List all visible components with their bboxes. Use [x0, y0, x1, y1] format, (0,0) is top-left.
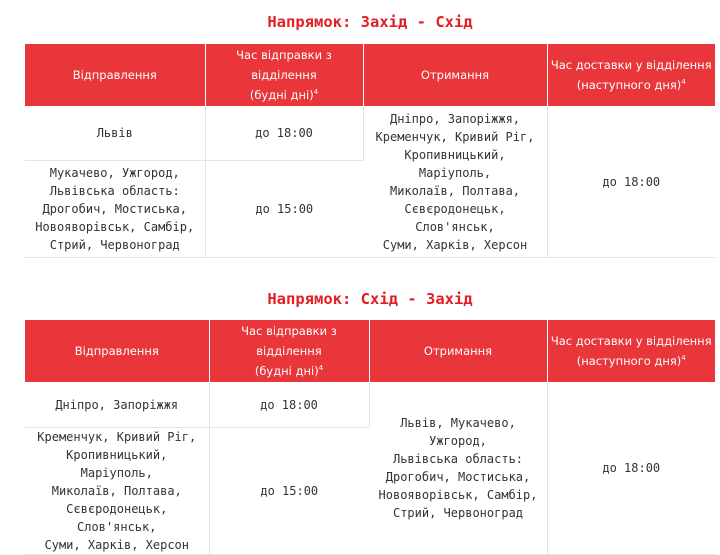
schedule-table-east-west [25, 320, 715, 555]
footnote-mark: 4 [318, 364, 324, 373]
header-receive-label: Отримання [423, 344, 493, 358]
send-time-cell: до 18:00 [205, 106, 363, 161]
section-title-west-east: Напрямок: Захід - Схід [267, 13, 473, 31]
table-row [25, 382, 715, 428]
header-dispatch [25, 44, 205, 106]
header-send-time-label: Час відправки з відділення [241, 324, 337, 358]
header-delivery-time [547, 320, 715, 382]
table-header-row [25, 44, 715, 106]
dispatch-cell: Кременчук, Кривий Ріг, Кропивницький, Маріуполь, Миколаїв, Полтава, Сєвєродонецьк, Слов'янськ, Суми, Харків, Херсон [25, 428, 209, 555]
delivery-time-cell: до 18:00 [547, 382, 715, 555]
receive-cell: Львів, Мукачево, Ужгород, Львівська область: Дрогобич, Мостиська, Новояворівськ, Самбір, Стрий, Червоноград [369, 382, 547, 555]
header-receive [369, 320, 547, 382]
header-delivery-time-note: (наступного дня) [576, 354, 682, 368]
schedule-table-west-east [25, 44, 715, 258]
send-time-cell: до 15:00 [205, 161, 363, 258]
header-dispatch-label: Відправлення [72, 68, 157, 82]
header-delivery-time-label: Час доставки у відділення [550, 58, 712, 72]
send-time-cell: до 18:00 [209, 382, 369, 428]
header-dispatch-label: Відправлення [74, 344, 159, 358]
footnote-mark: 4 [681, 354, 686, 363]
dispatch-cell: Львів [25, 106, 205, 161]
dispatch-cell: Дніпро, Запоріжжя [25, 382, 209, 428]
footnote-mark: 4 [313, 88, 319, 97]
delivery-time-cell: до 18:00 [547, 106, 715, 258]
send-time-cell: до 15:00 [209, 428, 369, 555]
header-receive-label: Отримання [420, 68, 490, 82]
footnote-mark: 4 [681, 78, 686, 87]
header-dispatch [25, 320, 209, 382]
header-send-time [205, 44, 363, 106]
table-row [25, 106, 715, 161]
header-send-time-note: (будні дні) [249, 88, 314, 102]
header-send-time-label: Час відправки з відділення [236, 48, 332, 82]
header-delivery-time [547, 44, 715, 106]
header-delivery-time-label: Час доставки у відділення [550, 334, 712, 348]
header-delivery-time-note: (наступного дня) [576, 78, 682, 92]
header-receive [363, 44, 547, 106]
section-title-east-west: Напрямок: Схід - Захід [267, 290, 473, 308]
receive-cell: Дніпро, Запоріжжя, Кременчук, Кривий Ріг, Кропивницький, Маріуполь, Миколаїв, Полтава, Сєвєродонецьк, Слов'янськ, Суми, Харків, Херсон [363, 106, 547, 258]
table-header-row [25, 320, 715, 382]
dispatch-cell: Мукачево, Ужгород, Львівська область: Дрогобич, Мостиська, Новояворівськ, Самбір, Стрий, Червоноград [25, 161, 205, 258]
header-send-time-note: (будні дні) [254, 364, 319, 378]
header-send-time [209, 320, 369, 382]
